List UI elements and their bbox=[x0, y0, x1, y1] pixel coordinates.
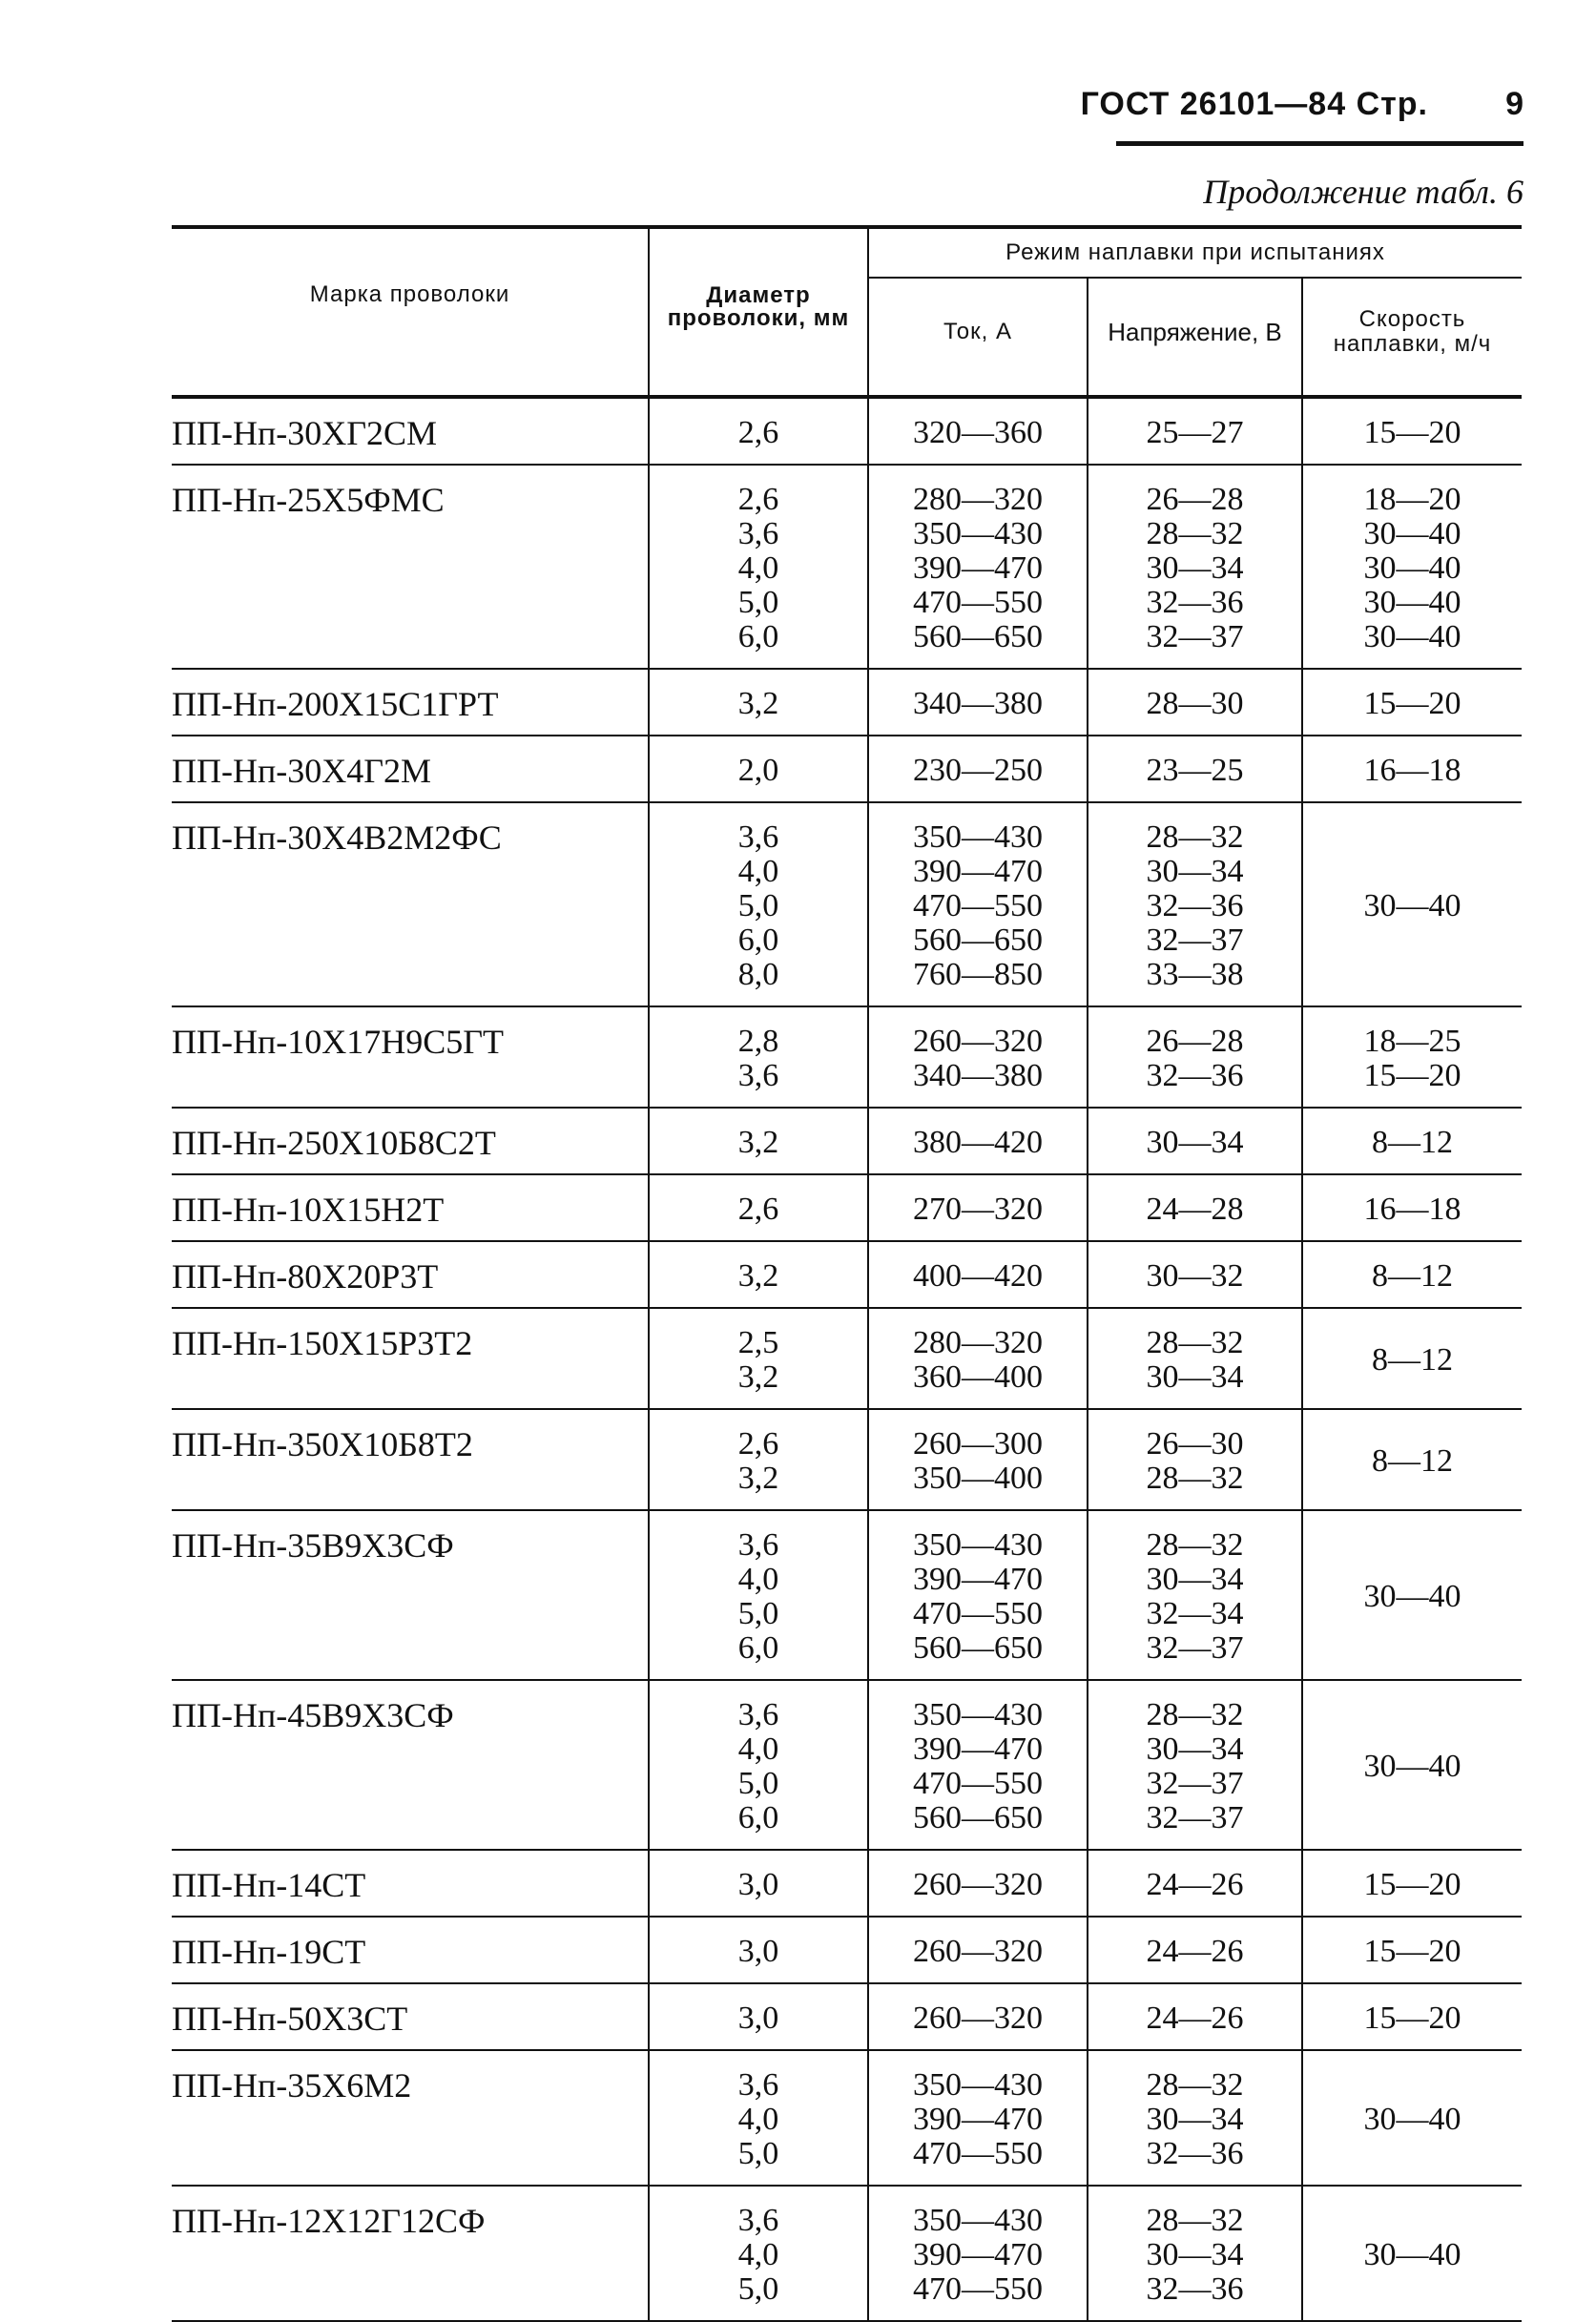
diameter-value: 5,0 bbox=[737, 888, 779, 923]
voltage-value: 32—36 bbox=[1146, 585, 1244, 620]
speed-value-cell bbox=[1302, 669, 1522, 736]
current-value: 340—380 bbox=[913, 686, 1043, 721]
diameter-value: 2,8 bbox=[737, 1024, 779, 1059]
diameter-value: 3,2 bbox=[737, 1125, 779, 1160]
current-value: 230—250 bbox=[913, 753, 1043, 788]
voltage-value: 26—28 bbox=[1146, 1024, 1244, 1059]
current-value: 360—400 bbox=[913, 1359, 1043, 1395]
current-value: 470—550 bbox=[913, 585, 1043, 620]
diameter-value: 5,0 bbox=[737, 2136, 779, 2171]
voltage-value: 28—32 bbox=[1146, 1697, 1244, 1732]
diameter-value: 5,0 bbox=[737, 1766, 779, 1801]
current-value: 350—430 bbox=[913, 1527, 1043, 1563]
speed-value: 8—12 bbox=[1372, 1125, 1453, 1160]
current-value-cell bbox=[868, 1174, 1088, 1241]
wire-mark: ПП-Нп-30Х4Г2М bbox=[172, 736, 649, 802]
diameter-value-cell bbox=[649, 1308, 868, 1409]
voltage-value-cell bbox=[1088, 1850, 1302, 1917]
voltage-value: 32—37 bbox=[1146, 1766, 1244, 1801]
current-value: 390—470 bbox=[913, 1562, 1043, 1597]
diameter-value-cell bbox=[649, 802, 868, 1006]
voltage-value-cell bbox=[1088, 1308, 1302, 1409]
voltage-value: 24—26 bbox=[1146, 2001, 1244, 2036]
voltage-value: 30—32 bbox=[1146, 1258, 1244, 1294]
header-speed: Скорость наплавки, м/ч bbox=[1333, 306, 1492, 357]
header-mode: Режим наплавки при испытаниях bbox=[868, 227, 1522, 278]
diameter-value-cell bbox=[649, 669, 868, 736]
table-row bbox=[172, 1006, 1522, 1108]
current-value-cell bbox=[868, 669, 1088, 736]
speed-value: 30—40 bbox=[1363, 550, 1461, 586]
voltage-value: 26—28 bbox=[1146, 482, 1244, 517]
table-row bbox=[172, 1850, 1522, 1917]
table-row bbox=[172, 1108, 1522, 1174]
diameter-value-cell bbox=[649, 1917, 868, 1983]
current-value-cell bbox=[868, 1917, 1088, 1983]
voltage-value: 28—32 bbox=[1146, 1461, 1244, 1496]
current-value: 350—430 bbox=[913, 1697, 1043, 1732]
diameter-value-cell bbox=[649, 397, 868, 465]
speed-value: 30—40 bbox=[1363, 619, 1461, 654]
speed-value: 30—40 bbox=[1363, 1579, 1461, 1614]
current-value-cell bbox=[868, 2050, 1088, 2186]
diameter-value-cell bbox=[649, 1174, 868, 1241]
table-row bbox=[172, 2050, 1522, 2186]
speed-value: 30—40 bbox=[1363, 516, 1461, 551]
voltage-value: 32—37 bbox=[1146, 619, 1244, 654]
voltage-value: 32—36 bbox=[1146, 2136, 1244, 2171]
current-value-cell bbox=[868, 397, 1088, 465]
speed-value-cell bbox=[1302, 1510, 1522, 1680]
table-body bbox=[172, 397, 1522, 2321]
diameter-value: 4,0 bbox=[737, 854, 779, 889]
current-value-cell bbox=[868, 1850, 1088, 1917]
table-row bbox=[172, 802, 1522, 1006]
current-value: 260—320 bbox=[913, 1934, 1043, 1969]
voltage-value: 30—34 bbox=[1146, 2102, 1244, 2137]
voltage-value-cell bbox=[1088, 1983, 1302, 2050]
current-value-cell bbox=[868, 1510, 1088, 1680]
current-value: 350—430 bbox=[913, 2203, 1043, 2238]
diameter-value-cell bbox=[649, 1006, 868, 1108]
diameter-value: 2,6 bbox=[737, 1426, 779, 1462]
current-value: 350—400 bbox=[913, 1461, 1043, 1496]
table-row bbox=[172, 736, 1522, 802]
diameter-value-cell bbox=[649, 1409, 868, 1510]
current-value: 760—850 bbox=[913, 957, 1043, 992]
wire-mark: ПП-Нп-10Х15Н2Т bbox=[172, 1174, 649, 1241]
wire-mark: ПП-Нп-45В9Х3СФ bbox=[172, 1680, 649, 1850]
page-header bbox=[0, 86, 1596, 143]
voltage-value-cell bbox=[1088, 1006, 1302, 1108]
page-number: 9 bbox=[1505, 86, 1523, 122]
current-value-cell bbox=[868, 1241, 1088, 1308]
table-row bbox=[172, 1917, 1522, 1983]
diameter-value: 6,0 bbox=[737, 1800, 779, 1835]
table-row bbox=[172, 465, 1522, 669]
voltage-value-cell bbox=[1088, 1680, 1302, 1850]
current-value: 560—650 bbox=[913, 1800, 1043, 1835]
voltage-value-cell bbox=[1088, 669, 1302, 736]
diameter-value: 3,6 bbox=[737, 1527, 779, 1563]
diameter-value: 3,6 bbox=[737, 1058, 779, 1093]
wire-mark: ПП-Нп-250Х10Б8С2Т bbox=[172, 1108, 649, 1174]
wire-mark: ПП-Нп-35В9Х3СФ bbox=[172, 1510, 649, 1680]
current-value-cell bbox=[868, 1680, 1088, 1850]
voltage-value: 28—32 bbox=[1146, 1527, 1244, 1563]
diameter-value-cell bbox=[649, 2186, 868, 2321]
diameter-value: 4,0 bbox=[737, 2102, 779, 2137]
voltage-value-cell bbox=[1088, 1409, 1302, 1510]
voltage-value-cell bbox=[1088, 736, 1302, 802]
speed-value-cell bbox=[1302, 1409, 1522, 1510]
current-value: 390—470 bbox=[913, 1731, 1043, 1767]
current-value: 470—550 bbox=[913, 1596, 1043, 1631]
table-row bbox=[172, 1409, 1522, 1510]
wire-mark: ПП-Нп-200Х15С1ГРТ bbox=[172, 669, 649, 736]
table-container bbox=[172, 225, 1522, 2322]
diameter-value-cell bbox=[649, 1510, 868, 1680]
wire-mark: ПП-Нп-25Х5ФМС bbox=[172, 465, 649, 669]
diameter-value: 3,6 bbox=[737, 819, 779, 855]
speed-value: 18—25 bbox=[1363, 1024, 1461, 1059]
table-row bbox=[172, 669, 1522, 736]
speed-value-cell bbox=[1302, 1108, 1522, 1174]
diameter-value-cell bbox=[649, 1680, 868, 1850]
speed-value: 8—12 bbox=[1372, 1443, 1453, 1479]
voltage-value: 32—37 bbox=[1146, 1800, 1244, 1835]
current-value: 260—320 bbox=[913, 1867, 1043, 1902]
current-value: 260—320 bbox=[913, 2001, 1043, 2036]
current-value-cell bbox=[868, 1308, 1088, 1409]
diameter-value: 3,6 bbox=[737, 516, 779, 551]
voltage-value: 28—30 bbox=[1146, 686, 1244, 721]
voltage-value-cell bbox=[1088, 397, 1302, 465]
wire-modes-table bbox=[172, 225, 1522, 2322]
voltage-value: 30—34 bbox=[1146, 550, 1244, 586]
speed-value: 30—40 bbox=[1363, 2102, 1461, 2137]
current-value: 260—300 bbox=[913, 1426, 1043, 1462]
wire-mark: ПП-Нп-12Х12Г12СФ bbox=[172, 2186, 649, 2321]
current-value: 320—360 bbox=[913, 415, 1043, 450]
wire-mark: ПП-Нп-14СТ bbox=[172, 1850, 649, 1917]
speed-value-cell bbox=[1302, 397, 1522, 465]
speed-value-cell bbox=[1302, 736, 1522, 802]
current-value: 390—470 bbox=[913, 550, 1043, 586]
current-value: 470—550 bbox=[913, 2136, 1043, 2171]
current-value: 350—430 bbox=[913, 516, 1043, 551]
voltage-value: 30—34 bbox=[1146, 854, 1244, 889]
voltage-value-cell bbox=[1088, 1510, 1302, 1680]
diameter-value: 8,0 bbox=[737, 957, 779, 992]
speed-value: 30—40 bbox=[1363, 585, 1461, 620]
current-value: 390—470 bbox=[913, 2237, 1043, 2272]
voltage-value: 30—34 bbox=[1146, 1731, 1244, 1767]
diameter-value: 2,5 bbox=[737, 1325, 779, 1360]
current-value: 260—320 bbox=[913, 1024, 1043, 1059]
speed-value-cell bbox=[1302, 1308, 1522, 1409]
voltage-value: 24—26 bbox=[1146, 1934, 1244, 1969]
wire-mark: ПП-Нп-30Х4В2М2ФС bbox=[172, 802, 649, 1006]
speed-value: 8—12 bbox=[1372, 1258, 1453, 1294]
diameter-value-cell bbox=[649, 465, 868, 669]
voltage-value: 30—34 bbox=[1146, 1125, 1244, 1160]
diameter-value: 3,0 bbox=[737, 1867, 779, 1902]
table-row bbox=[172, 2186, 1522, 2321]
current-value: 390—470 bbox=[913, 854, 1043, 889]
voltage-value-cell bbox=[1088, 1241, 1302, 1308]
diameter-value: 3,2 bbox=[737, 1359, 779, 1395]
voltage-value: 28—32 bbox=[1146, 819, 1244, 855]
diameter-value: 6,0 bbox=[737, 1630, 779, 1666]
header-mark: Марка проволоки bbox=[172, 227, 649, 385]
current-value: 470—550 bbox=[913, 2271, 1043, 2307]
speed-value: 15—20 bbox=[1363, 1867, 1461, 1902]
current-value-cell bbox=[868, 1108, 1088, 1174]
diameter-value: 2,6 bbox=[737, 1192, 779, 1227]
table-row bbox=[172, 1510, 1522, 1680]
table-row bbox=[172, 1241, 1522, 1308]
diameter-value-cell bbox=[649, 1983, 868, 2050]
voltage-value-cell bbox=[1088, 802, 1302, 1006]
speed-value-cell bbox=[1302, 1850, 1522, 1917]
wire-mark: ПП-Нп-35Х6М2 bbox=[172, 2050, 649, 2186]
table-row bbox=[172, 397, 1522, 465]
speed-value: 15—20 bbox=[1363, 686, 1461, 721]
speed-value: 16—18 bbox=[1363, 1192, 1461, 1227]
diameter-value: 4,0 bbox=[737, 550, 779, 586]
current-value-cell bbox=[868, 1409, 1088, 1510]
voltage-value: 24—28 bbox=[1146, 1192, 1244, 1227]
speed-value: 30—40 bbox=[1363, 888, 1461, 923]
speed-value-cell bbox=[1302, 465, 1522, 669]
wire-mark: ПП-Нп-10Х17Н9С5ГТ bbox=[172, 1006, 649, 1108]
voltage-value-cell bbox=[1088, 1917, 1302, 1983]
current-value: 280—320 bbox=[913, 1325, 1043, 1360]
voltage-value-cell bbox=[1088, 1108, 1302, 1174]
current-value: 470—550 bbox=[913, 888, 1043, 923]
voltage-value: 32—36 bbox=[1146, 2271, 1244, 2307]
table-continuation-caption: Продолжение табл. 6 bbox=[1203, 173, 1523, 211]
header-separator bbox=[172, 385, 1522, 397]
voltage-value: 32—36 bbox=[1146, 1058, 1244, 1093]
current-value-cell bbox=[868, 465, 1088, 669]
speed-value-cell bbox=[1302, 1174, 1522, 1241]
header-current: Ток, А bbox=[868, 278, 1088, 385]
diameter-value: 3,0 bbox=[737, 1934, 779, 1969]
header-voltage: Напряжение, В bbox=[1088, 278, 1302, 385]
voltage-value-cell bbox=[1088, 2186, 1302, 2321]
current-value: 270—320 bbox=[913, 1192, 1043, 1227]
speed-value: 16—18 bbox=[1363, 753, 1461, 788]
diameter-value-cell bbox=[649, 1850, 868, 1917]
current-value: 560—650 bbox=[913, 1630, 1043, 1666]
speed-value: 30—40 bbox=[1363, 1749, 1461, 1784]
diameter-value: 6,0 bbox=[737, 619, 779, 654]
current-value: 350—430 bbox=[913, 2067, 1043, 2103]
current-value: 380—420 bbox=[913, 1125, 1043, 1160]
current-value: 350—430 bbox=[913, 819, 1043, 855]
voltage-value: 30—34 bbox=[1146, 2237, 1244, 2272]
speed-value: 8—12 bbox=[1372, 1342, 1453, 1378]
diameter-value: 4,0 bbox=[737, 2237, 779, 2272]
wire-mark: ПП-Нп-19СТ bbox=[172, 1917, 649, 1983]
voltage-value: 32—34 bbox=[1146, 1596, 1244, 1631]
diameter-value: 4,0 bbox=[737, 1731, 779, 1767]
table-row bbox=[172, 1680, 1522, 1850]
current-value-cell bbox=[868, 1983, 1088, 2050]
speed-value-cell bbox=[1302, 1983, 1522, 2050]
wire-mark: ПП-Нп-30ХГ2СМ bbox=[172, 397, 649, 465]
speed-value: 15—20 bbox=[1363, 2001, 1461, 2036]
voltage-value: 28—32 bbox=[1146, 1325, 1244, 1360]
wire-mark: ПП-Нп-350Х10Б8Т2 bbox=[172, 1409, 649, 1510]
voltage-value: 30—34 bbox=[1146, 1562, 1244, 1597]
diameter-value: 3,6 bbox=[737, 2067, 779, 2103]
voltage-value-cell bbox=[1088, 1174, 1302, 1241]
diameter-value: 2,6 bbox=[737, 482, 779, 517]
voltage-value: 33—38 bbox=[1146, 957, 1244, 992]
current-value: 470—550 bbox=[913, 1766, 1043, 1801]
current-value-cell bbox=[868, 736, 1088, 802]
voltage-value: 24—26 bbox=[1146, 1867, 1244, 1902]
speed-value-cell bbox=[1302, 2186, 1522, 2321]
current-value: 280—320 bbox=[913, 482, 1043, 517]
diameter-value: 3,2 bbox=[737, 686, 779, 721]
voltage-value-cell bbox=[1088, 2050, 1302, 2186]
current-value: 390—470 bbox=[913, 2102, 1043, 2137]
speed-value: 15—20 bbox=[1363, 1058, 1461, 1093]
voltage-value: 28—32 bbox=[1146, 516, 1244, 551]
current-value-cell bbox=[868, 1006, 1088, 1108]
speed-value-cell bbox=[1302, 1680, 1522, 1850]
diameter-value-cell bbox=[649, 2050, 868, 2186]
diameter-value-cell bbox=[649, 1241, 868, 1308]
diameter-value: 5,0 bbox=[737, 585, 779, 620]
table-row bbox=[172, 1174, 1522, 1241]
diameter-value: 5,0 bbox=[737, 1596, 779, 1631]
diameter-value: 3,6 bbox=[737, 2203, 779, 2238]
diameter-value: 3,6 bbox=[737, 1697, 779, 1732]
diameter-value: 4,0 bbox=[737, 1562, 779, 1597]
table-row bbox=[172, 1308, 1522, 1409]
current-value-cell bbox=[868, 802, 1088, 1006]
voltage-value: 28—32 bbox=[1146, 2067, 1244, 2103]
diameter-value: 2,6 bbox=[737, 415, 779, 450]
current-value: 560—650 bbox=[913, 923, 1043, 958]
voltage-value: 25—27 bbox=[1146, 415, 1244, 450]
diameter-value-cell bbox=[649, 736, 868, 802]
voltage-value: 32—37 bbox=[1146, 923, 1244, 958]
wire-mark: ПП-Нп-150Х15Р3Т2 bbox=[172, 1308, 649, 1409]
wire-mark: ПП-Нп-50Х3СТ bbox=[172, 1983, 649, 2050]
wire-mark: ПП-Нп-80Х20Р3Т bbox=[172, 1241, 649, 1308]
diameter-value: 5,0 bbox=[737, 2271, 779, 2307]
speed-value-cell bbox=[1302, 1917, 1522, 1983]
diameter-value: 3,0 bbox=[737, 2001, 779, 2036]
table-row bbox=[172, 1983, 1522, 2050]
speed-value-cell bbox=[1302, 802, 1522, 1006]
current-value: 560—650 bbox=[913, 619, 1043, 654]
speed-value: 30—40 bbox=[1363, 2237, 1461, 2272]
speed-value-cell bbox=[1302, 1006, 1522, 1108]
voltage-value-cell bbox=[1088, 465, 1302, 669]
current-value: 400—420 bbox=[913, 1258, 1043, 1294]
diameter-value: 2,0 bbox=[737, 753, 779, 788]
diameter-value: 3,2 bbox=[737, 1461, 779, 1496]
speed-value: 15—20 bbox=[1363, 415, 1461, 450]
voltage-value: 30—34 bbox=[1146, 1359, 1244, 1395]
diameter-value-cell bbox=[649, 1108, 868, 1174]
header-diameter: Диаметр проволоки, мм bbox=[649, 227, 868, 385]
diameter-value: 3,2 bbox=[737, 1258, 779, 1294]
voltage-value: 26—30 bbox=[1146, 1426, 1244, 1462]
speed-value: 18—20 bbox=[1363, 482, 1461, 517]
voltage-value: 23—25 bbox=[1146, 753, 1244, 788]
speed-value-cell bbox=[1302, 2050, 1522, 2186]
current-value-cell bbox=[868, 2186, 1088, 2321]
current-value: 340—380 bbox=[913, 1058, 1043, 1093]
voltage-value: 28—32 bbox=[1146, 2203, 1244, 2238]
voltage-value: 32—37 bbox=[1146, 1630, 1244, 1666]
speed-value: 15—20 bbox=[1363, 1934, 1461, 1969]
header-rule bbox=[1116, 141, 1523, 146]
standard-title: ГОСТ 26101—84 Стр. bbox=[1080, 86, 1428, 122]
voltage-value: 32—36 bbox=[1146, 888, 1244, 923]
diameter-value: 6,0 bbox=[737, 923, 779, 958]
speed-value-cell bbox=[1302, 1241, 1522, 1308]
